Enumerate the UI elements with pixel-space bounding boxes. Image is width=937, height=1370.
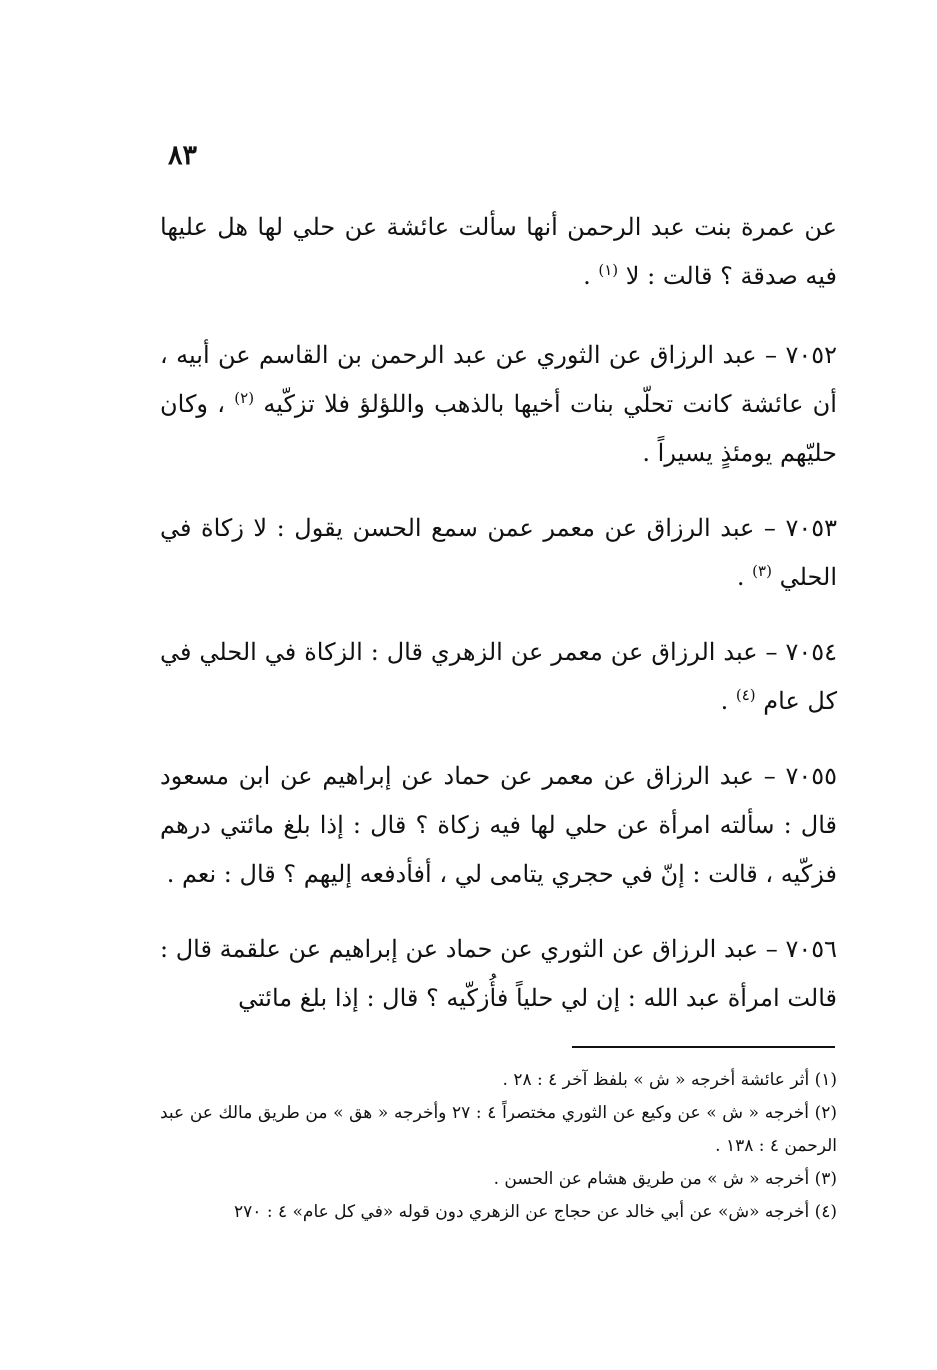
footnote-ref[interactable]: (٢) bbox=[234, 389, 255, 407]
footnote-4: (٤) أخرجه «ش» عن أبي خالد عن حجاج عن الزهري دون قوله «في كل عام» ٤ : ٢٧٠ bbox=[234, 1202, 837, 1222]
page-number: ٨٣ bbox=[168, 140, 198, 171]
paragraph-continuation bbox=[160, 203, 837, 301]
paragraph-text: ٧٠٥٦ – عبد الرزاق عن الثوري عن حماد عن إبراهيم عن علقمة قال : قالت امرأة عبد الله : إن لي حلياً فأُزكّيه ؟ قال : إذا بلغ مائتي bbox=[160, 935, 837, 1012]
main-text bbox=[160, 203, 837, 1049]
hadith-7052 bbox=[160, 331, 837, 478]
footnote-ref[interactable]: (٣) bbox=[752, 562, 772, 580]
footnote-3: (٣) أخرجه « ش » من طريق هشام عن الحسن . bbox=[493, 1169, 837, 1189]
footnote-1: (١) أثر عائشة أخرجه « ش » بلفظ آخر ٤ : ٢٨ . bbox=[502, 1070, 837, 1090]
paragraph-text: عن عمرة بنت عبد الرحمن أنها سألت عائشة عن حلي لها هل عليها فيه صدقة ؟ قالت : لا bbox=[160, 213, 837, 290]
hadith-7056 bbox=[160, 925, 837, 1023]
paragraph-tail: . bbox=[736, 563, 753, 591]
hadith-7055 bbox=[160, 752, 837, 899]
paragraph-text: ٧٠٥٢ – عبد الرزاق عن الثوري عن عبد الرحمن بن القاسم عن أبيه ، أن عائشة كانت تحلّي بنات أخيها بالذهب واللؤلؤ فلا تزكّيه bbox=[160, 341, 837, 418]
footnotes bbox=[160, 1064, 837, 1229]
hadith-7054 bbox=[160, 628, 837, 726]
footnote-ref[interactable]: (٤) bbox=[735, 686, 756, 704]
paragraph-tail: ، وكان حليّهم يومئذٍ يسيراً . bbox=[160, 390, 837, 467]
paragraph-tail: . bbox=[720, 687, 736, 715]
paragraph-tail: . bbox=[583, 262, 599, 290]
paragraph-text: ٧٠٥٤ – عبد الرزاق عن معمر عن الزهري قال : الزكاة في الحلي في كل عام bbox=[160, 638, 837, 715]
hadith-7053 bbox=[160, 504, 837, 602]
paragraph-text: ٧٠٥٥ – عبد الرزاق عن معمر عن حماد عن إبراهيم عن ابن مسعود قال : سألته امرأة عن حلي لها فيه زكاة ؟ قال : إذا بلغ مائتي درهم فزكّيه ، قالت : إنّ في حجري يتامى لي ، أفأدفعه إليهم ؟ قال : نعم . bbox=[160, 762, 837, 888]
footnote-divider bbox=[572, 1046, 835, 1048]
footnote-ref[interactable]: (١) bbox=[598, 261, 619, 279]
paragraph-text: ٧٠٥٣ – عبد الرزاق عن معمر عمن سمع الحسن يقول : لا زكاة في الحلي bbox=[160, 514, 837, 591]
footnote-2: (٢) أخرجه « ش » عن وكيع عن الثوري مختصراً ٤ : ٢٧ وأخرجه « هق » من طريق مالك عن عبد الرحمن ٤ : ١٣٨ . bbox=[160, 1103, 837, 1156]
